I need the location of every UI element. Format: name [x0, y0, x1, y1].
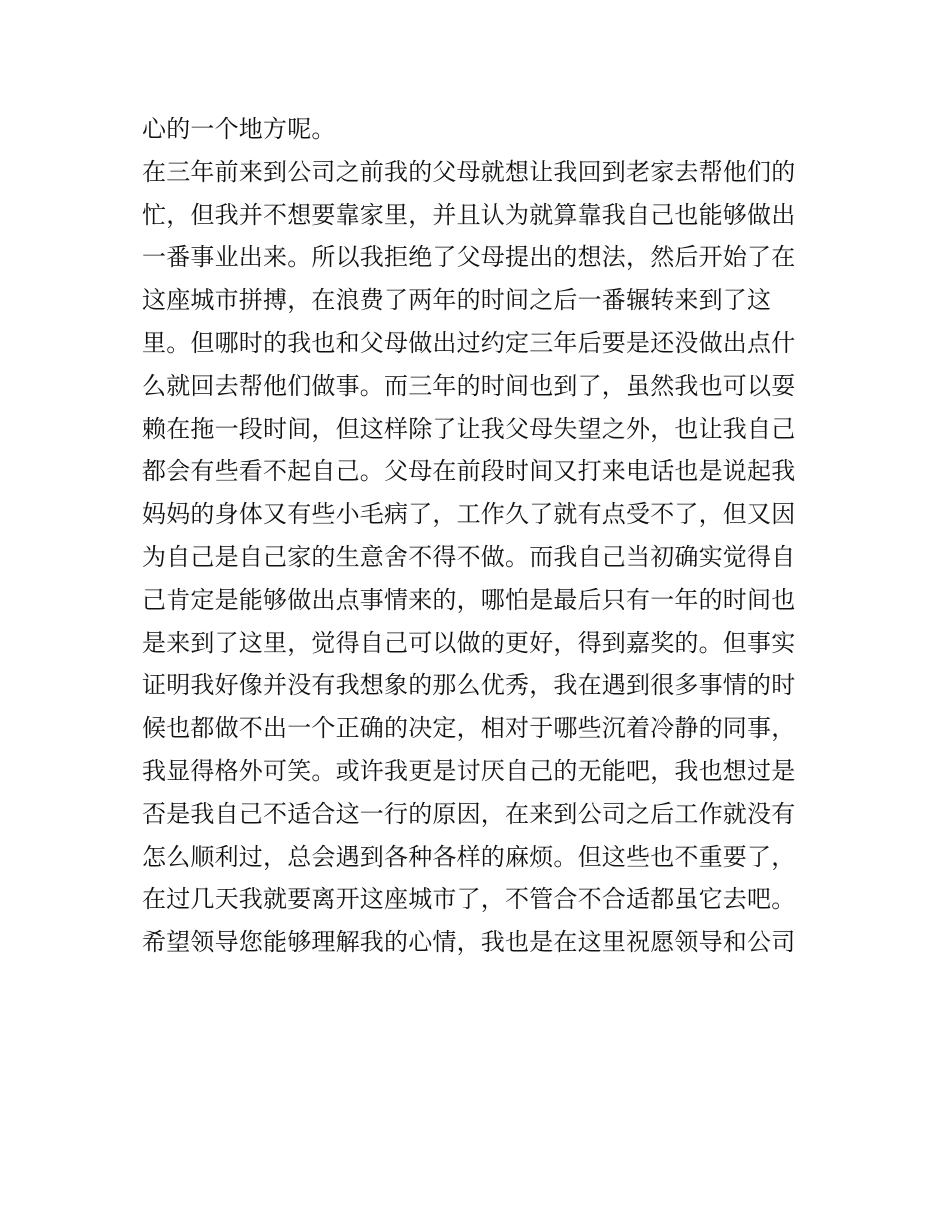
text-line: 是来到了这里，觉得自己可以做的更好，得到嘉奖的。但事实 [142, 628, 796, 657]
text-line: 希望领导您能够理解我的心情，我也是在这里祝愿领导和公司 [142, 928, 796, 957]
text-line: 忙，但我并不想要靠家里，并且认为就算靠我自己也能够做出 [142, 200, 796, 229]
text-line: 在三年前来到公司之前我的父母就想让我回到老家去帮他们的 [142, 157, 796, 186]
text-line: 候也都做不出一个正确的决定，相对于哪些沉着冷静的同事， [142, 714, 796, 743]
text-line: 否是我自己不适合这一行的原因，在来到公司之后工作就没有 [142, 799, 796, 828]
text-line: 一番事业出来。所以我拒绝了父母提出的想法，然后开始了在 [142, 243, 796, 272]
text-line: 怎么顺利过，总会遇到各种各样的麻烦。但这些也不重要了， [142, 842, 796, 871]
text-line: 为自己是自己家的生意舍不得不做。而我自己当初确实觉得自 [142, 542, 796, 571]
text-line: 赖在拖一段时间，但这样除了让我父母失望之外，也让我自己 [142, 414, 796, 443]
text-line: 都会有些看不起自己。父母在前段时间又打来电话也是说起我 [142, 457, 796, 486]
text-line: 在过几天我就要离开这座城市了，不管合不合适都虽它去吧。 [142, 885, 796, 914]
text-line: 这座城市拼搏，在浪费了两年的时间之后一番辗转来到了这 [142, 286, 772, 315]
text-line: 么就回去帮他们做事。而三年的时间也到了，虽然我也可以耍 [142, 371, 796, 400]
text-line: 我显得格外可笑。或许我更是讨厌自己的无能吧，我也想过是 [142, 756, 796, 785]
text-line: 妈妈的身体又有些小毛病了，工作久了就有点受不了，但又因 [142, 500, 796, 529]
text-line: 证明我好像并没有我想象的那么优秀，我在遇到很多事情的时 [142, 671, 796, 700]
text-line: 己肯定是能够做出点事情来的，哪怕是最后只有一年的时间也 [142, 585, 796, 614]
body-text [142, 108, 822, 964]
text-line: 心的一个地方呢。 [142, 115, 336, 143]
text-line: 里。但哪时的我也和父母做出过约定三年后要是还没做出点什 [142, 328, 796, 357]
